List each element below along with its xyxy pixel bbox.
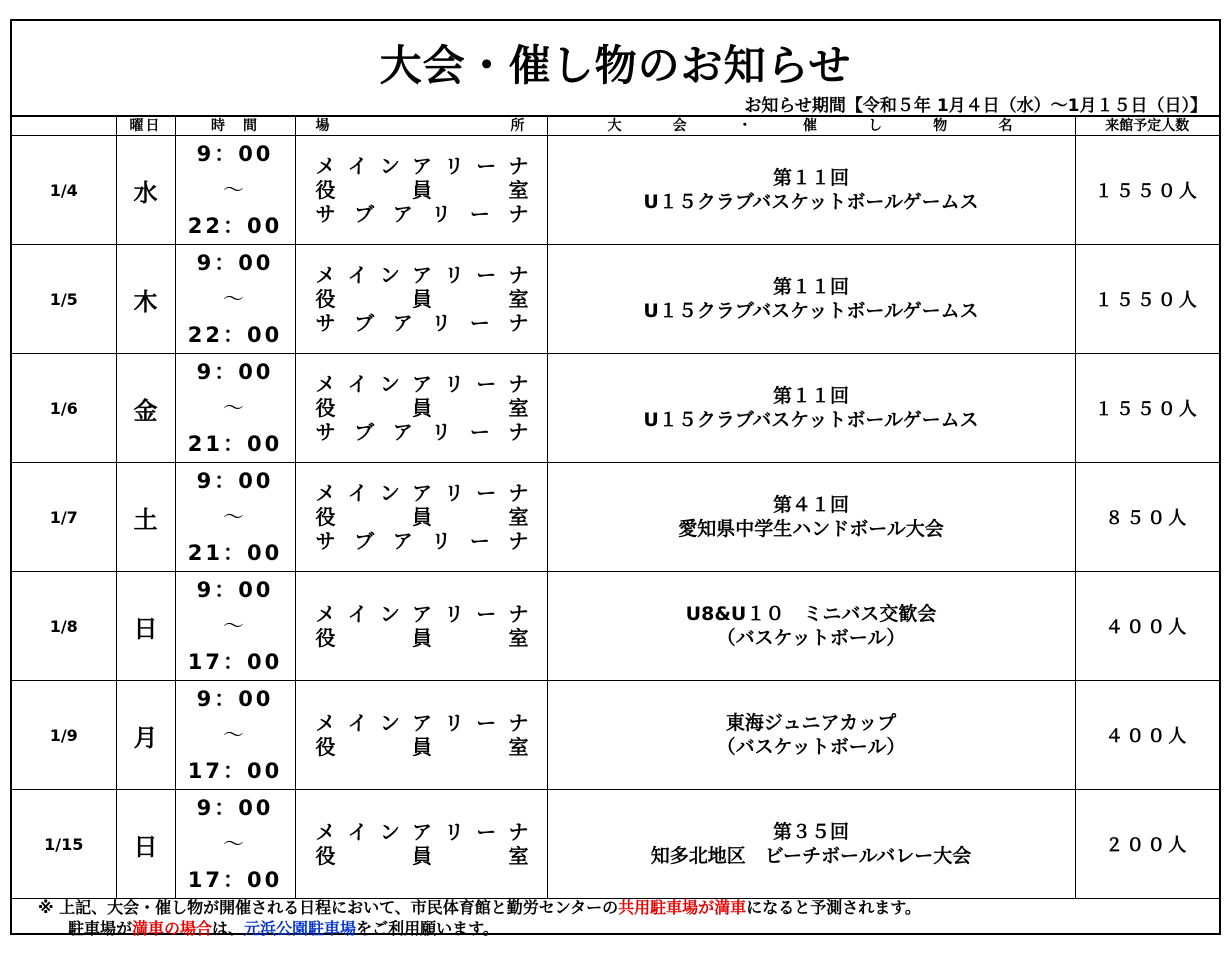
place-char: リ	[444, 372, 465, 396]
header-count: 来館予定人数	[1075, 116, 1219, 136]
row-date: 1/6	[12, 354, 116, 463]
row-event	[547, 463, 1075, 572]
row-event	[547, 245, 1075, 354]
place-char: ブ	[354, 529, 375, 553]
header-date	[12, 116, 116, 136]
event-line: 東海ジュニアカップ	[725, 712, 897, 734]
header-event-char: 大	[607, 118, 624, 134]
header-time: 時 間	[175, 116, 295, 136]
row-event	[547, 354, 1075, 463]
place-char: ナ	[508, 602, 529, 626]
time-start: 9：00	[196, 251, 274, 275]
place-char: リ	[431, 202, 452, 226]
header-event	[547, 116, 1075, 136]
event-line: 知多北地区 ビーチボールバレー大会	[650, 845, 972, 867]
event-line: 愛知県中学生ハンドボール大会	[678, 518, 944, 540]
place-char: ア	[411, 481, 432, 505]
place-char: 役	[315, 505, 336, 529]
note-line-1: ※ 上記、大会・催し物が開催される日程において、市民体育館と勤労センターの共用駐車場が満車になると予測されます。	[38, 898, 921, 917]
row-places	[295, 463, 547, 572]
place-char: ナ	[508, 420, 529, 444]
header-event-char: 会	[672, 118, 689, 134]
header-place	[295, 116, 547, 136]
time-start: 9：00	[196, 796, 274, 820]
place-char: 役	[315, 287, 336, 311]
place-char: イ	[347, 372, 368, 396]
header-event-char: 名	[998, 118, 1015, 134]
place-char: ー	[476, 602, 497, 626]
event-line: U１５クラブバスケットボールゲームス	[643, 300, 979, 322]
row-places	[295, 354, 547, 463]
row-date: 1/9	[12, 681, 116, 790]
place-char: イ	[347, 711, 368, 735]
place-char: ア	[392, 311, 413, 335]
event-line: 第４１回	[772, 494, 849, 516]
row-day: 金	[116, 354, 175, 463]
event-line: （バスケットボール）	[716, 736, 906, 758]
time-end: 17：00	[187, 759, 283, 783]
row-date: 1/15	[12, 790, 116, 899]
place-char: 員	[412, 178, 432, 202]
header-row	[12, 116, 1219, 136]
place-line	[316, 372, 529, 396]
place-char: イ	[347, 602, 368, 626]
place-char: ー	[469, 311, 490, 335]
row-places	[295, 572, 547, 681]
place-char: 役	[315, 626, 336, 650]
row-day: 水	[116, 136, 175, 245]
parking-note	[38, 897, 921, 939]
row-date: 1/7	[12, 463, 116, 572]
place-char: 室	[508, 178, 529, 202]
place-char: メ	[315, 154, 336, 178]
note-highlight-red: 満車の場合	[132, 919, 213, 938]
place-line	[316, 481, 529, 505]
row-count: １５５０人	[1075, 245, 1219, 354]
place-line	[316, 711, 529, 735]
header-place-char: 所	[510, 118, 527, 134]
place-char: リ	[444, 820, 465, 844]
place-line	[316, 735, 529, 759]
row-event	[547, 790, 1075, 899]
place-char: サ	[315, 202, 336, 226]
event-line: U１５クラブバスケットボールゲームス	[643, 409, 979, 431]
header-event-char: し	[868, 118, 885, 134]
place-char: ナ	[508, 529, 529, 553]
row-day: 土	[116, 463, 175, 572]
place-char: ア	[392, 529, 413, 553]
place-line	[316, 287, 529, 311]
place-char: 室	[508, 844, 529, 868]
row-places	[295, 136, 547, 245]
place-char: リ	[444, 711, 465, 735]
place-char: ア	[392, 420, 413, 444]
place-char: ー	[476, 263, 497, 287]
place-char: ン	[379, 481, 400, 505]
note-highlight-blue: 元浜公園駐車場	[244, 919, 357, 938]
time-start: 9：00	[196, 360, 274, 384]
place-char: リ	[444, 154, 465, 178]
place-char: ン	[379, 372, 400, 396]
place-char: ー	[476, 481, 497, 505]
header-event-char: 物	[933, 118, 950, 134]
row-date: 1/5	[12, 245, 116, 354]
place-char: 室	[508, 735, 529, 759]
row-count: ２００人	[1075, 790, 1219, 899]
time-separator: 〜	[223, 396, 247, 420]
note-line-2: 駐車場が満車の場合は、元浜公園駐車場をご利用願います。	[68, 919, 499, 938]
time-start: 9：00	[196, 687, 274, 711]
place-char: ナ	[508, 820, 529, 844]
place-char: メ	[315, 820, 336, 844]
place-char: ー	[469, 529, 490, 553]
header-event-char: 催	[802, 118, 819, 134]
place-char: ア	[411, 154, 432, 178]
table-row	[12, 790, 1219, 899]
time-end: 22：00	[187, 323, 283, 347]
place-char: ア	[411, 263, 432, 287]
place-line	[316, 820, 529, 844]
event-line: （バスケットボール）	[716, 627, 906, 649]
place-line	[316, 602, 529, 626]
place-line	[316, 154, 529, 178]
place-line	[316, 311, 529, 335]
place-char: ン	[379, 820, 400, 844]
row-count: １５５０人	[1075, 354, 1219, 463]
time-end: 22：00	[187, 214, 283, 238]
row-count: ４００人	[1075, 681, 1219, 790]
place-char: 室	[508, 626, 529, 650]
place-line	[316, 626, 529, 650]
place-char: ア	[411, 372, 432, 396]
row-count: ８５０人	[1075, 463, 1219, 572]
place-line	[316, 202, 529, 226]
place-char: リ	[431, 311, 452, 335]
place-char: 員	[412, 287, 432, 311]
row-day: 日	[116, 572, 175, 681]
time-start: 9：00	[196, 142, 274, 166]
place-char: メ	[315, 481, 336, 505]
place-char: ー	[476, 154, 497, 178]
row-time	[175, 681, 295, 790]
event-line: 第１１回	[772, 276, 849, 298]
place-char: ナ	[508, 263, 529, 287]
place-char: 役	[315, 735, 336, 759]
table-row	[12, 681, 1219, 790]
place-char: メ	[315, 711, 336, 735]
row-count: １５５０人	[1075, 136, 1219, 245]
place-char: 役	[315, 178, 336, 202]
place-line	[316, 844, 529, 868]
place-char: ア	[411, 711, 432, 735]
row-time	[175, 354, 295, 463]
place-char: メ	[315, 372, 336, 396]
place-line	[316, 529, 529, 553]
place-char: ン	[379, 602, 400, 626]
place-char: 室	[508, 396, 529, 420]
event-line: 第３５回	[772, 821, 849, 843]
note-highlight-red: 共用駐車場が満車	[618, 898, 747, 917]
page-title: 大会・催し物のお知らせ	[379, 41, 852, 90]
place-char: 員	[412, 396, 432, 420]
place-char: イ	[347, 154, 368, 178]
place-char: ン	[379, 263, 400, 287]
place-char: ー	[469, 202, 490, 226]
header-youbi: 曜日	[116, 116, 175, 136]
place-char: 員	[412, 505, 432, 529]
place-char: ナ	[508, 154, 529, 178]
place-char: サ	[315, 311, 336, 335]
table-row	[12, 463, 1219, 572]
place-char: リ	[431, 420, 452, 444]
place-line	[316, 263, 529, 287]
row-date: 1/4	[12, 136, 116, 245]
row-time	[175, 245, 295, 354]
row-time	[175, 136, 295, 245]
table-row	[12, 354, 1219, 463]
place-char: ー	[476, 820, 497, 844]
place-char: イ	[347, 481, 368, 505]
place-char: リ	[431, 529, 452, 553]
time-separator: 〜	[223, 287, 247, 311]
event-line: 第１１回	[772, 167, 849, 189]
place-char: ナ	[508, 311, 529, 335]
place-char: ー	[476, 372, 497, 396]
place-char: ナ	[508, 481, 529, 505]
place-char: リ	[444, 263, 465, 287]
place-char: リ	[444, 602, 465, 626]
schedule-table	[12, 115, 1219, 899]
time-separator: 〜	[223, 832, 247, 856]
place-char: イ	[347, 820, 368, 844]
place-char: 役	[315, 396, 336, 420]
place-char: サ	[315, 529, 336, 553]
row-date: 1/8	[12, 572, 116, 681]
place-char: ー	[469, 420, 490, 444]
time-end: 21：00	[187, 432, 283, 456]
place-char: 員	[412, 735, 432, 759]
time-end: 17：00	[187, 650, 283, 674]
row-time	[175, 790, 295, 899]
row-day: 月	[116, 681, 175, 790]
header-place-char: 場	[315, 118, 332, 134]
place-char: ア	[392, 202, 413, 226]
row-count: ４００人	[1075, 572, 1219, 681]
header-event-char: ・	[737, 118, 754, 134]
row-places	[295, 245, 547, 354]
place-char: イ	[347, 263, 368, 287]
row-day: 日	[116, 790, 175, 899]
time-separator: 〜	[223, 505, 247, 529]
notice-period: お知らせ期間【令和５年 1月４日（水）～1月１５日（日）】	[744, 96, 1207, 116]
place-char: 役	[315, 844, 336, 868]
notice-frame	[10, 19, 1221, 938]
time-end: 21：00	[187, 541, 283, 565]
event-line: U１５クラブバスケットボールゲームス	[643, 191, 979, 213]
place-char: メ	[315, 263, 336, 287]
table-row	[12, 245, 1219, 354]
place-char: ン	[379, 154, 400, 178]
row-event	[547, 681, 1075, 790]
event-line: U8&U１０ ミニバス交歓会	[685, 603, 937, 625]
time-separator: 〜	[223, 723, 247, 747]
place-line	[316, 396, 529, 420]
place-char: ナ	[508, 372, 529, 396]
row-places	[295, 790, 547, 899]
table-row	[12, 572, 1219, 681]
time-end: 17：00	[187, 868, 283, 892]
time-separator: 〜	[223, 614, 247, 638]
place-char: サ	[315, 420, 336, 444]
place-char: 室	[508, 287, 529, 311]
event-line: 第１１回	[772, 385, 849, 407]
place-char: ナ	[508, 202, 529, 226]
place-line	[316, 178, 529, 202]
time-separator: 〜	[223, 178, 247, 202]
place-char: ン	[379, 711, 400, 735]
row-time	[175, 572, 295, 681]
table-row	[12, 136, 1219, 245]
place-char: 員	[412, 844, 432, 868]
place-char: 室	[508, 505, 529, 529]
place-char: ブ	[354, 311, 375, 335]
place-char: ア	[411, 820, 432, 844]
place-char: 員	[412, 626, 432, 650]
place-char: リ	[444, 481, 465, 505]
time-start: 9：00	[196, 469, 274, 493]
place-line	[316, 505, 529, 529]
place-char: ブ	[354, 202, 375, 226]
place-char: ブ	[354, 420, 375, 444]
row-places	[295, 681, 547, 790]
time-start: 9：00	[196, 578, 274, 602]
place-char: ー	[476, 711, 497, 735]
place-char: メ	[315, 602, 336, 626]
place-char: ア	[411, 602, 432, 626]
row-day: 木	[116, 245, 175, 354]
row-event	[547, 136, 1075, 245]
row-time	[175, 463, 295, 572]
row-event	[547, 572, 1075, 681]
place-char: ナ	[508, 711, 529, 735]
place-line	[316, 420, 529, 444]
